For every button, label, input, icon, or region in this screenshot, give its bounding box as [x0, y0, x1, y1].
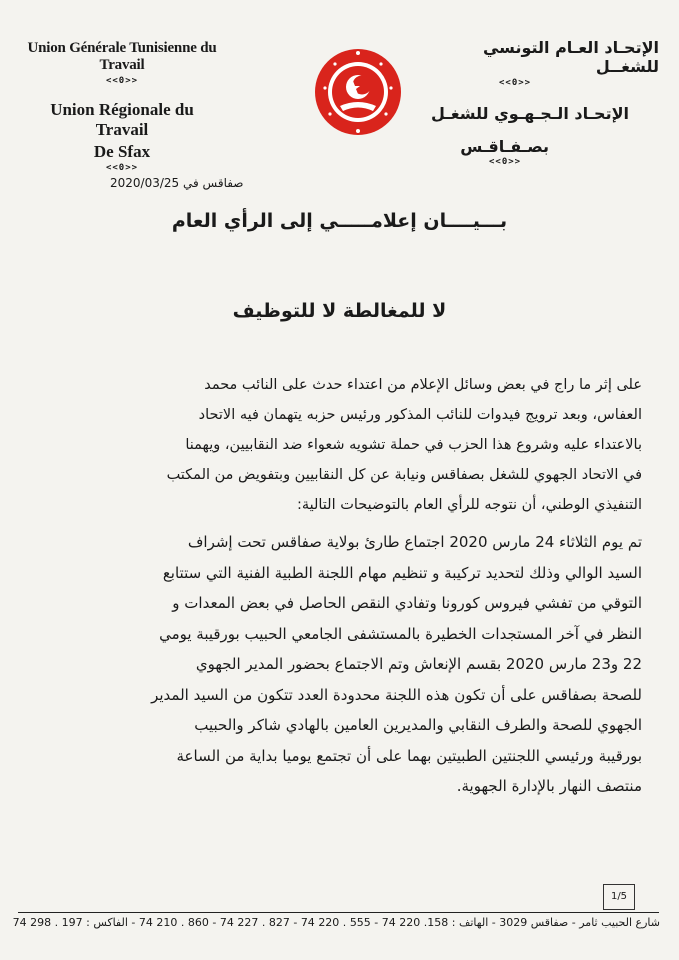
header-separator: <<0>>	[105, 76, 139, 86]
document-date: صفاقس في 2020/03/25	[110, 176, 244, 190]
ugtt-logo	[313, 38, 403, 146]
header-separator: <<0>>	[489, 157, 522, 167]
text-line: في الاتحاد الجهوي للشغل بصفاقس ونيابة عن كل النقابيين وبتفويض من المكتب	[166, 467, 642, 483]
text-line: الجهوي للصحة والطرف النقابي والمديرين العامين بالهادي شاكر والحبيب	[194, 716, 642, 734]
text-line: بالاعتداء عليه وشروع هذا الحزب في حملة تشويه شعواء ضد النقابيين، ويهمنا	[185, 437, 642, 453]
text-line: التنفيذي الوطني، أن نتوجه للرأي العام بالتوضيحات التالية:	[296, 497, 642, 513]
text-line: بورقيبة ورئيسي اللجنتين الطبيتين بهما على أن تجتمع يوميا بداية من الساعة	[176, 746, 642, 765]
paragraph-2	[76, 527, 642, 802]
text-line: العفاس، وبعد ترويج فيدوات للنائب المذكور ورئيس حزبه يتهمان فيه الاتحاد	[198, 407, 642, 423]
text-line: على إثر ما راج في بعض وسائل الإعلام من اعتداء حدث على النائب محمد	[204, 377, 642, 393]
org-name-fr: Union Générale Tunisienne du Travail	[27, 40, 217, 73]
letterhead-arabic	[419, 38, 659, 167]
text-line: السيد الوالي وذلك لتحديد تركيبة و تنظيم مهام اللجنة الطبية الفنية التي ستتابع	[162, 563, 642, 582]
city-ar: بصـفـاقـس	[460, 137, 549, 156]
document-title: بـــيــــان إعلامـــــي إلى الرأي العام	[171, 210, 508, 232]
header-separator: <<0>>	[499, 78, 532, 88]
text-line: تم يوم الثلاثاء 24 مارس 2020 اجتماع طارئ بولاية صفاقس تحت إشراف	[187, 533, 642, 551]
text-line: التوقي من تفشي فيروس كورونا وتفادي النقص الحاصل في بعض المعدات و	[172, 594, 642, 612]
city-fr: De Sfax	[93, 142, 151, 161]
footer-contact: شارع الحبيب ثامر - صفاقس 3029 - الهاتف : 158. 220 74 - 555 . 220 74 - 827 . 227 74 - 860 . 210 74 - الفاكس : 197 . 298 74	[12, 916, 660, 929]
text-line: منتصف النهار بالإدارة الجهوية.	[456, 777, 642, 795]
regional-union-fr: Union Régionale du Travail	[50, 100, 194, 139]
text-line: للصحة بصفاقس على أن تكون هذه اللجنة محدودة العدد تتكون من السيد المدير	[151, 685, 642, 704]
header-separator: <<0>>	[105, 163, 139, 173]
regional-union-ar: الإتحـاد الـجـهـوي للشغـل	[430, 104, 629, 123]
text-line: النظر في آخر المستجدات الخطيرة بالمستشفى الجامعي الحبيب بورقيبة يومي	[159, 624, 642, 643]
document-subtitle: لا للمغالطة لا للتوظيف	[232, 300, 447, 322]
org-name-ar: الإتحـاد العـام التونسي للشغــل	[482, 38, 659, 76]
paragraph-1	[76, 370, 642, 520]
letterhead-french	[22, 40, 222, 173]
footer-divider	[18, 912, 659, 913]
page-number: 1/5	[603, 884, 635, 910]
text-line: 22 و23 مارس 2020 بقسم الإنعاش وتم الاجتماع بحضور المدير الجهوي	[195, 655, 642, 673]
